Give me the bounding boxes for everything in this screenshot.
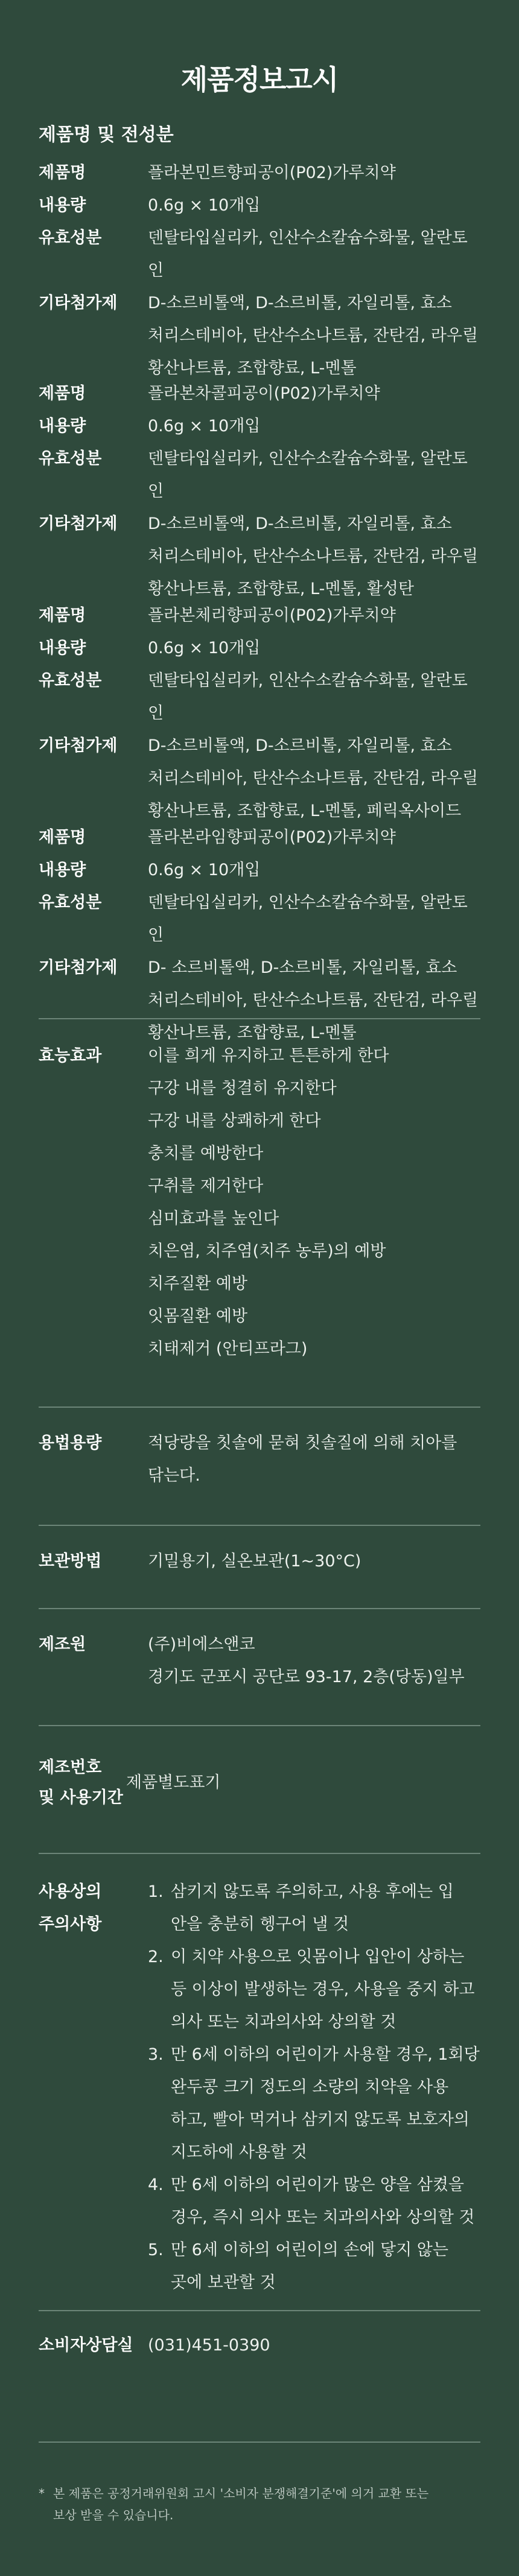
product-other bbox=[148, 730, 480, 828]
divider bbox=[39, 2310, 480, 2311]
footnote-line: 본 제품은 공정거래위원회 고시 '소비자 분쟁해결기준'에 의거 교환 또는 bbox=[53, 2486, 429, 2501]
efficacy-item: 구강 내를 청결히 유지한다 bbox=[148, 1079, 337, 1098]
other-line: 황산나트륨, 조합향료, L-멘톨 bbox=[148, 1024, 357, 1042]
manufacturer-label: 제조원 bbox=[39, 1635, 86, 1654]
product-block bbox=[39, 600, 480, 828]
other-label: 기타첨가제 bbox=[39, 958, 118, 977]
caution-line: 등 이상이 발생하는 경우, 사용을 중지 하고 bbox=[171, 1980, 475, 1999]
other-line: D- 소르비톨액, D-소르비톨, 자일리톨, 효소 bbox=[148, 958, 457, 977]
product-block bbox=[39, 157, 480, 385]
caution-line: 삼키지 않도록 주의하고, 사용 후에는 입 bbox=[171, 1882, 454, 1901]
divider bbox=[39, 1407, 480, 1408]
product-name-label: 제품명 bbox=[39, 828, 86, 847]
content-label: 내용량 bbox=[39, 417, 86, 435]
efficacy-item: 치주질환 예방 bbox=[148, 1274, 248, 1293]
content-label: 내용량 bbox=[39, 861, 86, 879]
efficacy-section bbox=[39, 1040, 480, 1366]
divider bbox=[39, 1608, 480, 1609]
product-block bbox=[39, 378, 480, 606]
lot-label-line: 제조번호 bbox=[39, 1758, 102, 1777]
manufacturer-section bbox=[39, 1628, 480, 1694]
other-label: 기타첨가제 bbox=[39, 514, 118, 533]
product-active: 덴탈타입실리카, 인산수소칼슘수화물, 알란토인 bbox=[148, 671, 468, 723]
product-name-label: 제품명 bbox=[39, 163, 86, 182]
other-line: 처리스테비아, 탄산수소나트륨, 잔탄검, 라우릴 bbox=[148, 769, 479, 788]
active-label: 유효성분 bbox=[39, 671, 102, 690]
caution-line: 하고, 빨아 먹거나 삼키지 않도록 보호자의 bbox=[171, 2110, 470, 2129]
usage-section bbox=[39, 1427, 480, 1492]
caution-number: 3. bbox=[148, 2045, 164, 2064]
storage-section bbox=[39, 1545, 480, 1578]
divider bbox=[39, 1725, 480, 1726]
consumer-phone: (031)451-0390 bbox=[148, 2336, 270, 2355]
efficacy-item: 잇몸질환 예방 bbox=[148, 1307, 248, 1326]
content-label: 내용량 bbox=[39, 196, 86, 215]
other-line: 처리스테비아, 탄산수소나트륨, 잔탄검, 라우릴 bbox=[148, 991, 479, 1010]
usage-line: 적당량을 칫솔에 묻혀 칫솔질에 의해 치아를 bbox=[148, 1434, 457, 1452]
efficacy-item: 충치를 예방한다 bbox=[148, 1144, 264, 1163]
caution-label-line: 사용상의 bbox=[39, 1882, 102, 1901]
efficacy-item: 구취를 제거한다 bbox=[148, 1177, 264, 1195]
storage-label: 보관방법 bbox=[39, 1552, 102, 1571]
efficacy-item: 치은염, 치주염(치주 농루)의 예방 bbox=[148, 1242, 386, 1261]
product-content: 0.6g × 10개입 bbox=[148, 417, 261, 435]
caution-item bbox=[148, 2039, 480, 2169]
caution-label-line: 주의사항 bbox=[39, 1915, 102, 1934]
storage-value: 기밀용기, 실온보관(1~30°C) bbox=[148, 1552, 361, 1571]
caution-line: 지도하에 사용할 것 bbox=[171, 2143, 307, 2162]
product-block bbox=[39, 821, 480, 1049]
manufacturer-line: (주)비에스앤코 bbox=[148, 1635, 255, 1654]
usage-text bbox=[148, 1427, 480, 1492]
lot-label-line: 및 사용기간 bbox=[39, 1788, 123, 1807]
caution-line: 의사 또는 치과의사와 상의할 것 bbox=[171, 2013, 396, 2031]
caution-number: 1. bbox=[148, 1882, 164, 1901]
product-name: 플라본라임향피공이(P02)가루치약 bbox=[148, 828, 396, 847]
caution-text bbox=[171, 2169, 474, 2234]
other-label: 기타첨가제 bbox=[39, 736, 118, 755]
other-line: 황산나트륨, 조합향료, L-멘톨, 페릭옥사이드 bbox=[148, 802, 462, 820]
caution-line: 이 치약 사용으로 잇몸이나 입안이 상하는 bbox=[171, 1948, 465, 1966]
product-active: 덴탈타입실리카, 인산수소칼슘수화물, 알란토인 bbox=[148, 229, 468, 280]
section-heading: 제품명 및 전성분 bbox=[39, 124, 174, 145]
other-line: 처리스테비아, 탄산수소나트륨, 잔탄검, 라우릴 bbox=[148, 547, 479, 566]
product-name-label: 제품명 bbox=[39, 384, 86, 403]
active-label: 유효성분 bbox=[39, 893, 102, 912]
product-content: 0.6g × 10개입 bbox=[148, 861, 261, 879]
other-line: D-소르비톨액, D-소르비톨, 자일리톨, 효소 bbox=[148, 736, 452, 755]
product-other bbox=[148, 287, 480, 385]
lot-value: 제품별도표기 bbox=[126, 1773, 221, 1792]
product-other bbox=[148, 952, 480, 1049]
product-name: 플라본체리향피공이(P02)가루치약 bbox=[148, 606, 396, 625]
caution-text bbox=[171, 1941, 474, 2039]
divider bbox=[39, 1525, 480, 1526]
other-line: 황산나트륨, 조합향료, L-멘톨 bbox=[148, 359, 357, 378]
product-name-label: 제품명 bbox=[39, 606, 86, 625]
caution-text bbox=[171, 2234, 448, 2299]
caution-text bbox=[171, 2039, 480, 2169]
caution-item bbox=[148, 1876, 480, 1941]
other-line: 처리스테비아, 탄산수소나트륨, 잔탄검, 라우릴 bbox=[148, 326, 479, 345]
caution-text bbox=[171, 1876, 454, 1941]
efficacy-item: 심미효과를 높인다 bbox=[148, 1209, 279, 1228]
usage-line: 닦는다. bbox=[148, 1466, 200, 1485]
usage-label: 용법용량 bbox=[39, 1434, 102, 1452]
divider bbox=[39, 2442, 480, 2443]
other-line: 황산나트륨, 조합향료, L-멘톨, 활성탄 bbox=[148, 580, 414, 598]
consumer-label: 소비자상담실 bbox=[39, 2336, 133, 2355]
other-line: D-소르비톨액, D-소르비톨, 자일리톨, 효소 bbox=[148, 514, 452, 533]
active-label: 유효성분 bbox=[39, 229, 102, 247]
efficacy-item: 구강 내를 상쾌하게 한다 bbox=[148, 1112, 321, 1130]
page-title: 제품정보고시 bbox=[180, 63, 339, 96]
product-content: 0.6g × 10개입 bbox=[148, 196, 261, 215]
product-content: 0.6g × 10개입 bbox=[148, 639, 261, 657]
product-active: 덴탈타입실리카, 인산수소칼슘수화물, 알란토인 bbox=[148, 893, 468, 945]
other-line: D-소르비톨액, D-소르비톨, 자일리톨, 효소 bbox=[148, 294, 452, 312]
other-label: 기타첨가제 bbox=[39, 294, 118, 312]
caution-line: 만 6세 이하의 어린이가 많은 양을 삼켰을 bbox=[171, 2176, 464, 2194]
product-active: 덴탈타입실리카, 인산수소칼슘수화물, 알란토인 bbox=[148, 449, 468, 501]
caution-number: 2. bbox=[148, 1948, 164, 1966]
caution-section bbox=[39, 1876, 480, 2299]
caution-line: 만 6세 이하의 어린이가 사용할 경우, 1회당 bbox=[171, 2045, 480, 2064]
efficacy-item: 이를 희게 유지하고 튼튼하게 한다 bbox=[148, 1046, 389, 1065]
caution-line: 만 6세 이하의 어린이의 손에 닿지 않는 bbox=[171, 2241, 448, 2259]
lot-label bbox=[39, 1753, 126, 1813]
caution-item bbox=[148, 1941, 480, 2039]
divider bbox=[39, 1853, 480, 1854]
caution-item bbox=[148, 2234, 480, 2299]
caution-item bbox=[148, 2169, 480, 2234]
product-name: 플라본민트향피공이(P02)가루치약 bbox=[148, 163, 396, 182]
caution-label bbox=[39, 1876, 148, 2299]
footnote bbox=[39, 2483, 480, 2526]
caution-number: 5. bbox=[148, 2241, 164, 2259]
footnote-mark: * bbox=[39, 2486, 45, 2501]
manufacturer-line: 경기도 군포시 공단로 93-17, 2층(당동)일부 bbox=[148, 1668, 465, 1686]
efficacy-item: 치태제거 (안티프라그) bbox=[148, 1340, 308, 1358]
footnote-line: 보상 받을 수 있습니다. bbox=[53, 2508, 174, 2522]
consumer-section bbox=[39, 2329, 480, 2362]
caution-line: 안을 충분히 헹구어 낼 것 bbox=[171, 1915, 349, 1934]
caution-number: 4. bbox=[148, 2176, 164, 2194]
efficacy-list bbox=[148, 1040, 480, 1366]
active-label: 유효성분 bbox=[39, 449, 102, 468]
caution-list bbox=[148, 1876, 480, 2299]
caution-line: 곳에 보관할 것 bbox=[171, 2273, 276, 2292]
content-label: 내용량 bbox=[39, 639, 86, 657]
manufacturer-text bbox=[148, 1628, 480, 1694]
lot-section bbox=[39, 1753, 480, 1813]
efficacy-label: 효능효과 bbox=[39, 1046, 102, 1065]
caution-line: 경우, 즉시 의사 또는 치과의사와 상의할 것 bbox=[171, 2208, 475, 2227]
product-other bbox=[148, 508, 480, 606]
divider bbox=[39, 1018, 480, 1019]
product-name: 플라본차콜피공이(P02)가루치약 bbox=[148, 384, 380, 403]
footnote-text bbox=[53, 2483, 428, 2526]
caution-line: 완두콩 크기 정도의 소량의 치약을 사용 bbox=[171, 2078, 449, 2097]
